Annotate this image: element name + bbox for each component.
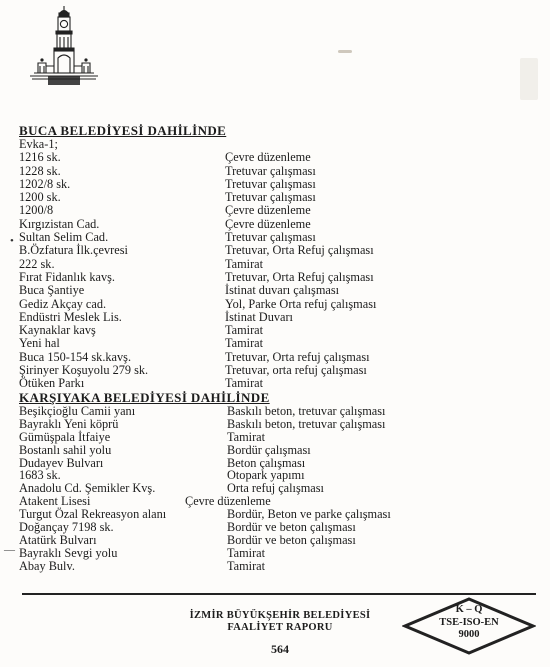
location-name: Ötüken Parkı [19, 376, 85, 391]
buca-section [19, 124, 539, 391]
work-description: İstinat Duvarı [225, 309, 293, 324]
karsiyaka-section-title: KARŞIYAKA BELEDİYESİ DAHİLİNDE [19, 390, 270, 405]
location-name: Atatürk Bulvarı [19, 532, 97, 547]
work-description: Tretuvar çalışması [225, 176, 316, 191]
work-row [19, 165, 539, 178]
work-description: Tretuvar çalışması [225, 230, 316, 245]
work-description: Tamirat [227, 429, 266, 444]
margin-mark: — [4, 544, 15, 556]
quality-mark-line: 9000 [458, 629, 480, 640]
location-name: Sultan Selim Cad. [19, 230, 109, 245]
quality-mark-line: TSE-ISO-EN [439, 616, 499, 628]
karsiyaka-section [19, 391, 539, 573]
work-description: Otopark yapımı [227, 468, 305, 483]
work-description: Bordür ve beton çalışması [227, 532, 356, 547]
location-name: Bostanlı sahil yolu [19, 442, 112, 457]
footer-org-name: İZMİR BÜYÜKŞEHİR BELEDİYESİ [189, 610, 371, 621]
work-description: Tretuvar, Orta Refuj çalışması [225, 269, 374, 284]
work-row [19, 405, 539, 418]
location-name: Dudayev Bulvarı [19, 455, 104, 470]
work-row [19, 482, 539, 495]
work-row [19, 377, 539, 390]
location-name: B.Özfatura İlk.çevresi [19, 243, 128, 258]
work-description: Tretuvar, orta refuj çalışması [225, 363, 367, 378]
location-name: Gediz Akçay cad. [19, 296, 107, 311]
work-row [19, 258, 539, 271]
work-description: Çevre düzenleme [225, 150, 311, 165]
work-row [19, 534, 539, 547]
location-name: Bayraklı Sevgi yolu [19, 545, 118, 560]
work-row [19, 284, 539, 297]
work-description: Tretuvar çalışması [225, 190, 316, 205]
work-description: Orta refuj çalışması [227, 481, 324, 496]
location-name: Buca Şantiye [19, 283, 85, 298]
work-description: Baskılı beton, tretuvar çalışması [227, 404, 386, 418]
work-description: Çevre düzenleme [225, 216, 311, 231]
work-description: Tretuvar çalışması [225, 163, 316, 178]
work-description: Tamirat [225, 376, 264, 391]
work-description: Bordür çalışması [227, 442, 311, 457]
location-name: Gümüşpala İtfaiye [19, 429, 111, 444]
clock-tower-logo-icon [28, 4, 100, 92]
page-number: 564 [271, 642, 289, 656]
location-name: 222 sk. [19, 256, 55, 271]
location-name: Turgut Özal Rekreasyon alanı [19, 507, 167, 522]
work-row [19, 151, 539, 164]
location-name: 1200 sk. [19, 190, 61, 205]
location-name: Doğançay 7198 sk. [19, 520, 114, 535]
location-name: 1200/8 [19, 203, 54, 218]
karsiyaka-work-list [19, 405, 539, 573]
work-description: Bordür ve beton çalışması [227, 520, 356, 535]
work-row [19, 431, 539, 444]
location-name: Bayraklı Yeni köprü [19, 416, 119, 431]
work-row [19, 298, 539, 311]
location-name: Atakent Lisesi [19, 494, 91, 509]
location-name: Endüstri Meslek Lis. [19, 309, 122, 324]
work-row [19, 231, 539, 244]
quality-mark [402, 604, 536, 642]
quality-mark-line: K – Q [455, 604, 483, 615]
location-name: Kaynaklar kavş [19, 323, 96, 338]
work-row [19, 204, 539, 217]
work-row [19, 244, 539, 257]
work-row [19, 191, 539, 204]
work-description: Çevre düzenleme [185, 494, 271, 509]
work-row [19, 337, 539, 350]
work-description: Tamirat [225, 336, 264, 351]
work-row [19, 271, 539, 284]
work-description: Tamirat [225, 323, 264, 338]
location-name: 1202/8 sk. [19, 176, 71, 191]
work-description: Tretuvar, Orta refuj çalışması [225, 349, 370, 364]
buca-section-title: BUCA BELEDİYESİ DAHİLİNDE [19, 123, 227, 138]
footer-organization [140, 610, 420, 634]
work-row [19, 178, 539, 191]
location-name: Buca 150-154 sk.kavş. [19, 349, 132, 364]
work-description: Yol, Parke Orta refuj çalışması [225, 296, 377, 311]
work-row [19, 418, 539, 431]
work-row [19, 364, 539, 377]
location-name: Anadolu Cd. Şemikler Kvş. [19, 481, 156, 496]
location-name: 1683 sk. [19, 468, 61, 483]
work-row [19, 324, 539, 337]
location-name: Şirinyer Koşuyolu 279 sk. [19, 363, 149, 378]
work-description: İstinat duvarı çalışması [225, 283, 340, 298]
work-description: Tamirat [225, 256, 264, 271]
footer-rule [22, 593, 536, 595]
work-description: Tretuvar, Orta Refuj çalışması [225, 243, 374, 258]
work-description: Tamirat [227, 558, 266, 573]
work-description: Bordür, Beton ve parke çalışması [227, 507, 391, 522]
location-name: Kırgızistan Cad. [19, 216, 100, 231]
work-description: Beton çalışması [227, 455, 306, 470]
footer-report-name: FAALİYET RAPORU [227, 622, 333, 633]
location-name: Abay Bulv. [19, 558, 75, 573]
work-description: Baskılı beton, tretuvar çalışması [227, 416, 386, 431]
work-row [19, 218, 539, 231]
location-name: Beşikçioğlu Camii yanı [19, 404, 136, 418]
work-description: Çevre düzenleme [225, 203, 311, 218]
work-row [19, 311, 539, 324]
location-name: 1216 sk. [19, 150, 61, 165]
work-row [19, 560, 539, 573]
location-name: Yeni hal [19, 336, 60, 351]
work-row [19, 547, 539, 560]
location-name: Fırat Fidanlık kavş. [19, 269, 115, 284]
margin-mark: • [10, 235, 14, 247]
buca-work-list [19, 151, 539, 390]
work-description: Tamirat [227, 545, 266, 560]
buca-intro: Evka-1; [19, 137, 58, 151]
work-row [19, 521, 539, 534]
work-row [19, 351, 539, 364]
work-row [19, 444, 539, 457]
location-name: 1228 sk. [19, 163, 61, 178]
